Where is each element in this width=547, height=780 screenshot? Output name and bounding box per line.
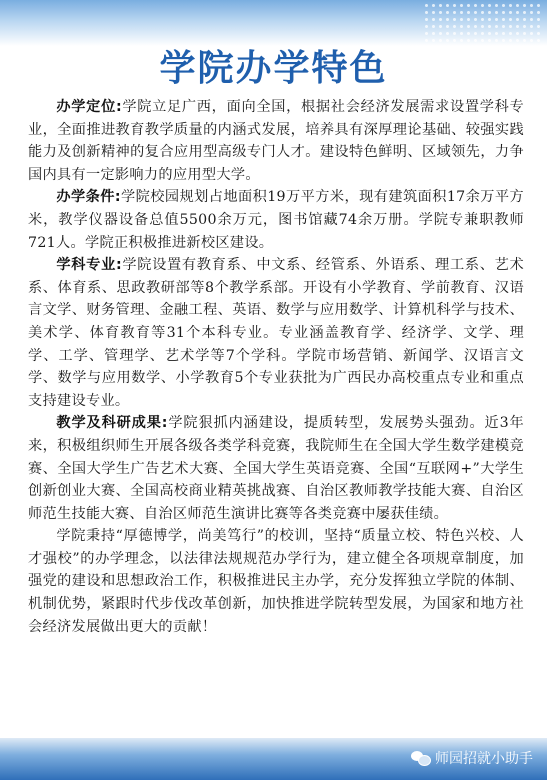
section-text: 学院狠抓内涵建设，提质转型，发展势头强劲。近3年来，积极组织师生开展各级各类学科竞赛，我院师生在全国大学生数学建模竞赛、全国大学生广告艺术大赛、全国大学生英语竞赛、全国“互联网+”大学生创新创业大赛、全国高校商业精英挑战赛、自治区教师教学技能大赛、自治区师范生技能大赛、自治区师范生演讲比赛等各类竞赛中屡获佳绩。 (28, 415, 525, 522)
section-text: 学院立足广西，面向全国，根据社会经济发展需求设置学科专业，全面推进教育教学质量的内涵式发展，培养具有深厚理论基础、较强实践能力及创新精神的复合应用型高级专门人才。建设特色鲜明、区域领先，力争国内具有一定影响力的应用型大学。 (28, 99, 524, 183)
section-text: 学院设置有教育系、中文系、经管系、外语系、理工系、艺术系、体育系、思政教研部等8个教学系部。开设有小学教育、学前教育、汉语言文学、财务管理、金融工程、英语、数学与应用数学、计算机科学与技术、美术学、体育教育等31个本科专业。专业涵盖教育学、经济学、文学、理学、工学、管理学、艺术学等7个学科。学院市场营销、新闻学、汉语言文学、数学与应用数学、小学教育5个专业获批为广西民办高校重点专业和重点支持建设专业。 (28, 257, 524, 409)
section-label: 办学定位: (56, 99, 122, 115)
dot-pattern (423, 2, 543, 42)
section-disciplines (28, 254, 524, 412)
watermark (411, 748, 533, 768)
page-title: 学院办学特色 (159, 48, 388, 89)
section-positioning (28, 96, 524, 186)
bottom-decorative-band (0, 738, 547, 780)
section-label: 办学条件: (56, 189, 121, 206)
section-text: 学院秉持“厚德博学，尚美笃行”的校训，坚持“质量立校、特色兴校、人才强校”的办学理念，以法律法规规范办学行为，建立健全各项规章制度，加强党的建设和思想政治工作，积极推进民主办学，充分发挥独立学院的体制、机制优势，紧跟时代步伐改革创新，加快推进学院转型发展，为国家和地方社会经济发展做出更大的贡献！ (28, 528, 524, 635)
section-label: 学科专业: (56, 257, 122, 274)
section-label: 教学及科研成果: (56, 415, 168, 432)
wechat-icon (411, 751, 429, 765)
article-body (28, 96, 524, 638)
section-conditions (28, 186, 524, 254)
section-achievements (28, 412, 524, 525)
watermark-text: 师园招就小助手 (435, 751, 533, 767)
section-philosophy (28, 525, 524, 638)
section-text: 学院校园规划占地面积19万平方米，现有建筑面积17余万平方米，教学仪器设备总值5500余万元，图书馆藏74余万册。学院专兼职教师721人。学院正积极推进新校区建设。 (28, 189, 524, 251)
